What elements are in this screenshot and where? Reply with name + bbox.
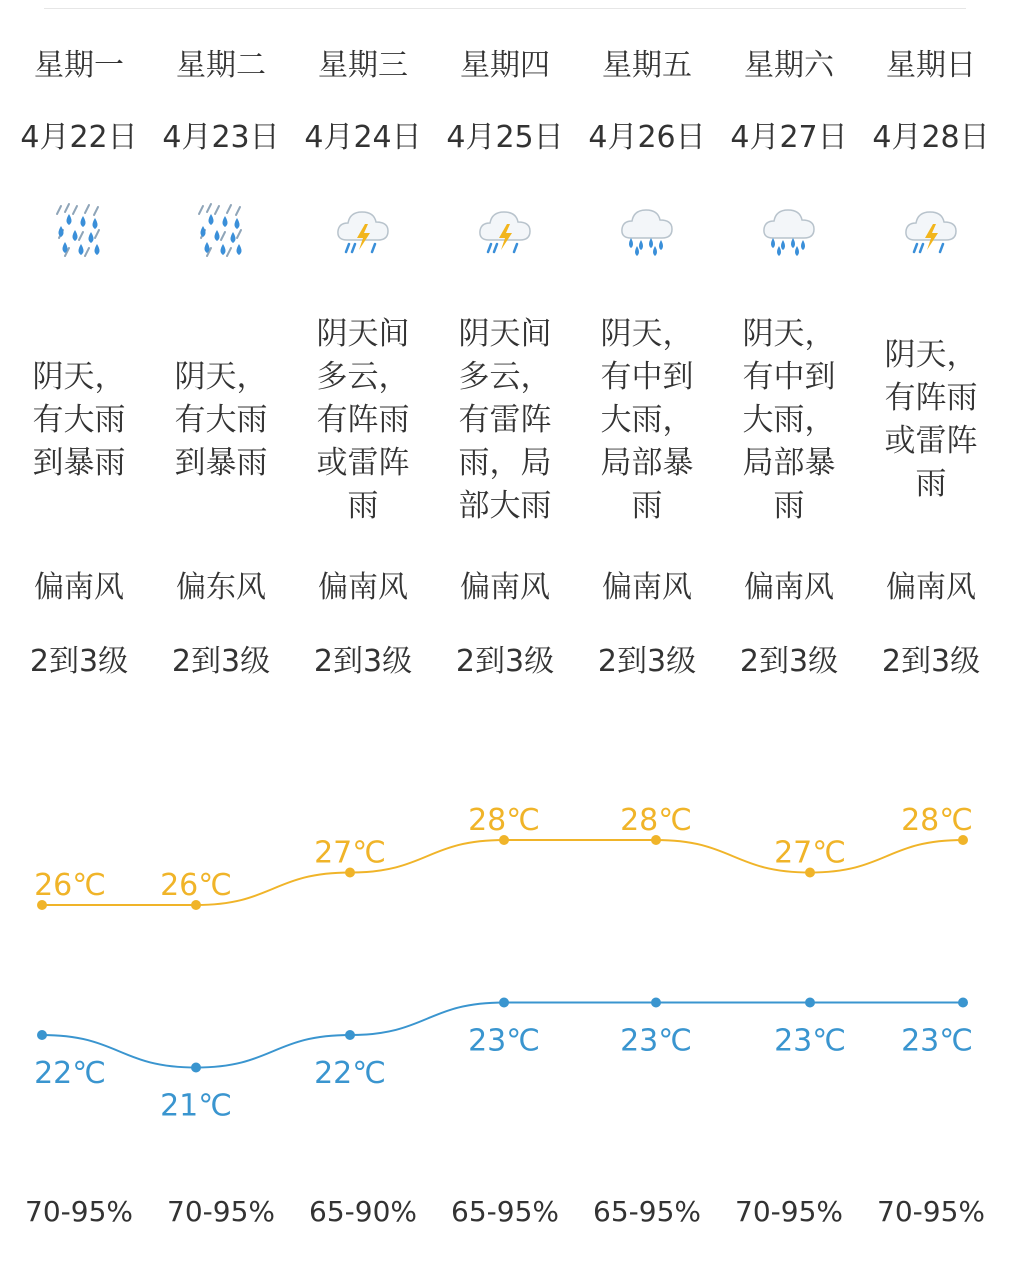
- thunderstorm-icon: [475, 200, 535, 260]
- weather-description: 阴天，有中到大雨，局部暴雨: [600, 315, 694, 524]
- weekday-label: 星期日: [886, 48, 976, 83]
- low-temp-point: [499, 998, 509, 1008]
- weather-description: 阴天，有大雨到暴雨: [32, 358, 126, 481]
- wind-direction: 偏南风: [460, 570, 550, 605]
- wind-level: 2到3级: [29, 644, 129, 679]
- low-temp-point: [805, 998, 815, 1008]
- weekday-label: 星期一: [34, 48, 124, 83]
- humidity-range: 70-95%: [167, 1195, 275, 1228]
- wind-direction: 偏东风: [176, 570, 266, 605]
- weekday-label: 星期五: [602, 48, 692, 83]
- low-temp-label: 23℃: [468, 1023, 540, 1059]
- date-label: 4月23日: [162, 120, 280, 155]
- high-temp-label: 26℃: [34, 868, 106, 903]
- date-label: 4月28日: [872, 120, 990, 155]
- weekday-label: 星期二: [176, 48, 266, 83]
- heavy-rain-icon: [191, 200, 251, 260]
- weekday-label: 星期四: [460, 48, 550, 83]
- weekday-label: 星期三: [318, 48, 408, 83]
- humidity-range: 65-90%: [309, 1195, 417, 1228]
- high-temp-label: 28℃: [468, 803, 540, 838]
- wind-level: 2到3级: [171, 644, 271, 679]
- low-temp-label: 23℃: [774, 1023, 846, 1059]
- weekday-label: 星期六: [744, 48, 834, 83]
- date-label: 4月27日: [730, 120, 848, 155]
- low-temp-point: [345, 1030, 355, 1040]
- weather-description: 阴天，有大雨到暴雨: [174, 358, 268, 481]
- date-label: 4月25日: [446, 120, 564, 155]
- high-temp-label: 27℃: [314, 835, 386, 871]
- wind-level: 2到3级: [881, 644, 981, 679]
- weather-description: 阴天间多云，有雷阵雨，局部大雨: [458, 315, 552, 524]
- high-temp-label: 28℃: [901, 803, 973, 838]
- low-temp-label: 22℃: [34, 1056, 106, 1091]
- humidity-range: 70-95%: [877, 1195, 985, 1228]
- low-temp-label: 23℃: [620, 1023, 692, 1059]
- moderate-rain-icon: [759, 200, 819, 260]
- weather-description: 阴天间多云，有阵雨或雷阵雨: [316, 315, 410, 524]
- low-temp-label: 22℃: [314, 1056, 386, 1091]
- low-temp-label: 23℃: [901, 1023, 973, 1059]
- low-temp-point: [37, 1030, 47, 1040]
- low-temp-label: 21℃: [160, 1088, 232, 1120]
- thunderstorm-icon: [333, 200, 393, 260]
- wind-direction: 偏南风: [34, 570, 124, 605]
- humidity-range: 65-95%: [451, 1195, 559, 1228]
- thunderstorm-icon: [901, 200, 961, 260]
- weather-description: 阴天，有阵雨或雷阵雨: [884, 337, 978, 502]
- heavy-rain-icon: [49, 200, 109, 260]
- wind-level: 2到3级: [739, 644, 839, 679]
- humidity-range: 65-95%: [593, 1195, 701, 1228]
- high-temp-label: 28℃: [620, 803, 692, 838]
- date-label: 4月24日: [304, 120, 422, 155]
- moderate-rain-icon: [617, 200, 677, 260]
- wind-direction: 偏南风: [602, 570, 692, 605]
- wind-direction: 偏南风: [744, 570, 834, 605]
- temperature-chart: [0, 780, 1011, 1120]
- wind-level: 2到3级: [597, 644, 697, 679]
- wind-direction: 偏南风: [318, 570, 408, 605]
- date-label: 4月26日: [588, 120, 706, 155]
- wind-level: 2到3级: [313, 644, 413, 679]
- high-temp-label: 26℃: [160, 868, 232, 903]
- humidity-range: 70-95%: [25, 1195, 133, 1228]
- date-label: 4月22日: [20, 120, 138, 155]
- high-temp-label: 27℃: [774, 835, 846, 871]
- humidity-range: 70-95%: [735, 1195, 843, 1228]
- low-temp-point: [651, 998, 661, 1008]
- low-temp-point: [958, 998, 968, 1008]
- weather-description: 阴天，有中到大雨，局部暴雨: [742, 315, 836, 524]
- wind-level: 2到3级: [455, 644, 555, 679]
- wind-direction: 偏南风: [886, 570, 976, 605]
- low-temp-point: [191, 1063, 201, 1073]
